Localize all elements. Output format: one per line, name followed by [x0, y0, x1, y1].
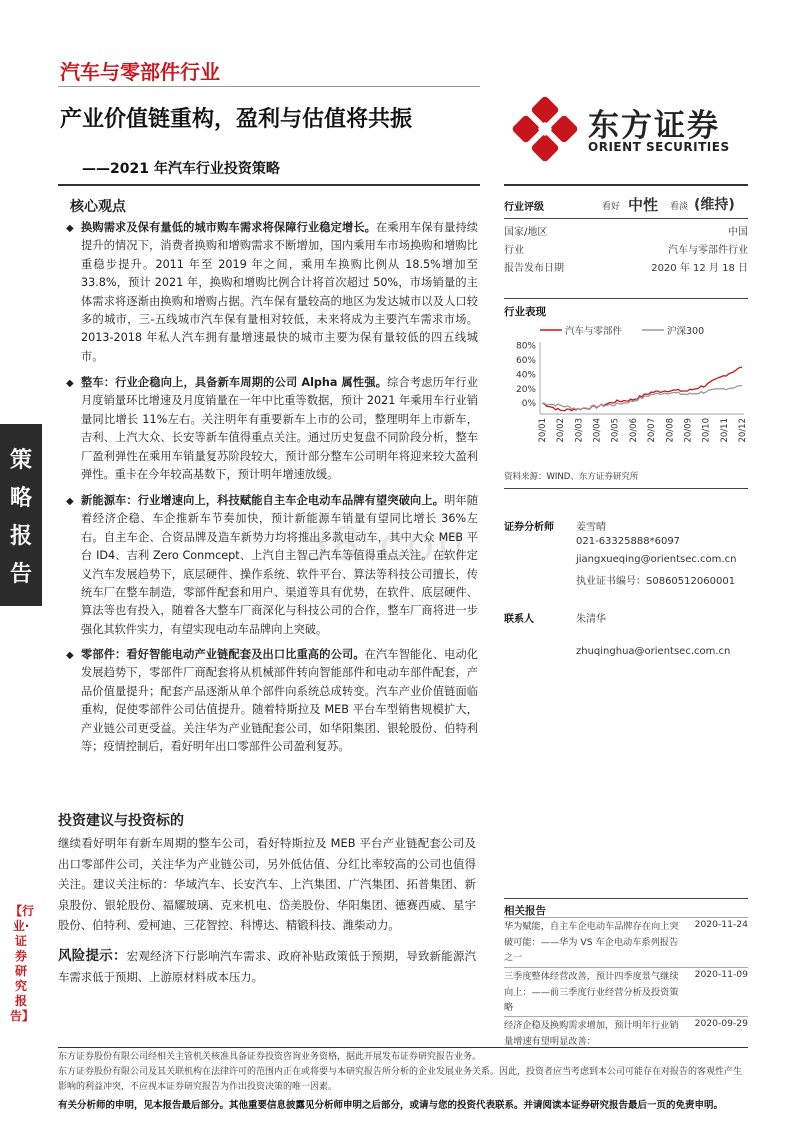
meta-key: 行业 — [504, 245, 524, 256]
meta-value: 中国 — [728, 227, 748, 238]
bullet-lead: 整车：行业企稳向上，具备新车周期的公司 Alpha 属性强。 — [81, 376, 388, 389]
y-tick-label: 60% — [515, 356, 536, 366]
legend-label-industry: 汽车与零部件 — [565, 326, 623, 337]
bullet-lead: 换购需求及保有量低的城市购车需求将保障行业稳定增长。 — [81, 221, 377, 234]
rating-value: 中性 — [628, 196, 659, 214]
contact-role: 联系人 — [504, 614, 534, 625]
related-report-item[interactable]: 华为赋能，自主车企电动车品牌存在向上突破可能：——华为 VS 车企电动车系列报告之一 — [504, 921, 679, 963]
x-tick-label: 20/01 — [538, 418, 548, 443]
meta-key: 国家/地区 — [504, 227, 548, 238]
side-tab-char: 报 — [9, 524, 32, 549]
divider — [504, 488, 748, 489]
footer-line: 东方证券股份有限公司经相关主管机关核准具备证券投资咨询业务资格，据此开展发布证券研究报告业务。 — [58, 1052, 482, 1062]
investment-advice-title: 投资建议与投资标的 — [58, 813, 184, 829]
related-reports-title: 相关报告 — [504, 905, 546, 917]
logo-text-en: ORIENT SECURITIES — [588, 140, 730, 154]
core-bullet — [66, 219, 478, 366]
side-tab-char: 略 — [9, 486, 32, 511]
bullet-body: 在乘用车保有量持续提升的情况下，消费者换购和增购需求不断增加，国内乘用车市场换购和增购比重稳步提升。2011 年至 2019 年之间，乘用车换购比例从 18.5%增加至 33.8%，预计 2021 年，换购和增购比例合计将首次超过 50%，市场销量的主体需求将逐渐由换购和增购占据。汽车保有量较高的地区为发达城市以及人口较多的城市，三-五线城市汽车保有量相对较低，未来将成为主要汽车需求市场。2013-2018 年私人汽车拥有量增速最快的城市主要为保有量较低的四五线城市。 — [81, 221, 478, 363]
y-tick-label: 20% — [515, 384, 536, 395]
svg-text:58.com: 58.co — [300, 520, 437, 570]
analyst-email[interactable]: jiangxueqing@orientsec.com.cn — [576, 554, 737, 565]
header-rule — [58, 86, 480, 87]
rating-hold: (维持) — [694, 197, 735, 213]
side-tab-char: 策 — [9, 448, 32, 473]
side-tab-char: 告 — [9, 562, 32, 587]
risk-warning — [58, 946, 476, 987]
divider — [504, 1016, 748, 1017]
performance-chart — [504, 322, 748, 462]
side-report-type-label: 【行业·证券研究报告】 — [10, 904, 35, 1023]
divider — [504, 898, 748, 899]
x-tick-label: 20/03 — [574, 418, 585, 443]
bullet-body: 在汽车智能化、电动化发展趋势下，零部件厂商配套将从机械部件转向智能部件和电动车部件配套，产品价值量提升；配套产品逐渐从单个部件向系统总成转变。汽车产业价值链面临重构，促使零部件公司估值提升。随着特斯拉及 MEB 平台车型销售规模扩大，产业链公司更受益。关注华为产业链配套公司，如华阳集团、银轮股份、伯特利等；疫情控制后，看好明年出口零部件公司盈利复苏。 — [81, 648, 478, 754]
investment-advice-body: 继续看好明年有新车周期的整车公司，看好特斯拉及 MEB 平台产业链配套公司及出口零部件公司，关注华为产业链公司，另外低估值、分红比率较高的公司也值得关注。建议关注标的：华域汽车、长安汽车、上汽集团、广汽集团、拓普集团、新泉股份、银轮股份、福耀玻璃、克来机电、岱美股份、华阳集团、德赛西威、星宇股份、伯特利、爱柯迪、三花智控、科博达、精锻科技、潍柴动力。 — [58, 836, 476, 932]
report-title: 产业价值链重构，盈利与估值将共振 — [60, 107, 413, 132]
footer-analyst-statement: 有关分析师的申明，见本报告最后部分。其他重要信息披露见分析师申明之后部分，或请与您的投资代表联系。并请阅读本证券研究报告最后一页的免责申明。 — [58, 1100, 724, 1111]
contact-email[interactable]: zhuqinghua@orientsec.com.cn — [576, 646, 731, 657]
rating-bear: 看淡 — [670, 202, 689, 212]
risk-title: 风险提示： — [58, 948, 127, 964]
rating-label: 行业评级 — [504, 202, 544, 213]
y-tick-label: 40% — [515, 370, 536, 381]
industry-rating — [504, 196, 748, 214]
x-tick-label: 20/08 — [665, 418, 676, 443]
x-tick-label: 20/10 — [701, 418, 712, 443]
analyst-name: 姜雪晴 — [576, 522, 606, 533]
divider — [504, 917, 748, 918]
series-line-index — [542, 386, 742, 410]
bullet-icon: ◆ — [66, 223, 74, 234]
bullet-body: 综合考虑历年行业月度销量环比增速及月度销量在一年中比重等数据，预计 2021 年乘用车行业销量同比增长 11%左右。关注明年有重要新车上市的公司，整理明年上市新车，吉利、上汽大众、长安等新车值得重点关注。通过历史复盘不同阶段分析，整车厂盈利弹性在乘用车销量复苏阶段较大，预计部分整车公司明年将迎来较大盈利弹性。重卡在今年较高基数下，预计明年增速放缓。 — [81, 376, 478, 482]
logo-text-cn: 东方证券 — [588, 108, 720, 144]
core-bullet — [66, 646, 478, 756]
meta-value: 2020 年 12 月 18 日 — [651, 263, 748, 274]
divider — [504, 967, 748, 968]
x-tick-label: 20/11 — [719, 418, 730, 443]
related-report-date: 2020-09-29 — [694, 1018, 748, 1029]
x-tick-label: 20/05 — [610, 418, 621, 443]
core-bullet — [66, 492, 478, 639]
bullet-icon: ◆ — [66, 378, 74, 389]
x-tick-label: 20/09 — [683, 418, 694, 443]
title-rule-right — [504, 184, 748, 186]
report-subtitle: ——2021 年汽车行业投资策略 — [82, 161, 280, 177]
y-tick-label: 80% — [515, 341, 536, 352]
related-report-date: 2020-11-24 — [694, 919, 748, 930]
footer-disclaimer — [58, 1050, 748, 1095]
industry-header: 汽车与零部件行业 — [60, 60, 220, 84]
contact-name: 朱清华 — [576, 614, 606, 625]
meta-key: 报告发布日期 — [504, 263, 564, 274]
legend-label-index: 沪深300 — [667, 326, 705, 337]
title-rule — [58, 184, 480, 186]
x-tick-label: 20/02 — [556, 418, 567, 443]
performance-title: 行业表现 — [504, 306, 546, 318]
related-report-item[interactable]: 三季度整体经营改善，预计四季度景气继续向上：——前三季度行业经营分析及投资策略 — [504, 971, 679, 1013]
bullet-icon: ◆ — [66, 496, 74, 507]
analyst-cert: 执业证书编号：S0860512060001 — [576, 576, 736, 587]
bullet-lead: 零部件：看好智能电动产业链配套及出口比重高的公司。 — [81, 648, 365, 661]
y-tick-label: 0% — [521, 399, 536, 410]
footer-line: 东方证券股份有限公司及其关联机构在法律许可的范围内正在或将要与本研究报告所分析的企业发展业务关系。因此，投资者应当考虑到本公司可能存在对报告的客观性产生影响的利益冲突，不应视本证券研究报告为作出投资决策的唯一因素。 — [58, 1067, 743, 1092]
related-report-date: 2020-11-09 — [694, 969, 748, 980]
bullet-body: 明年随着经济企稳、车企推新车节奏加快，预计新能源车销量有望同比增长 36%左右。自主车企、合资品牌及造车新势力均将推出多款电动车，其中大众 MEB 平台 ID4、吉利 Zero Conmcept、上汽自主智己汽车等值得重点关注。在软件定义汽车发展趋势下，底层硬件、操作系统、软件平台、算法等科技公司擅长，传统车厂在整车制造，零部件配套和用户、渠道等具有优势，在软件、底层硬件、算法等也有投入，随着各大整车厂商深化与科技公司的合作，整车厂商将进一步强化其软件实力，有望实现电动车品牌向上突破。 — [81, 494, 478, 636]
x-tick-label: 20/07 — [647, 418, 658, 443]
core-points-title: 核心观点 — [70, 199, 126, 215]
side-tab — [0, 424, 42, 606]
related-report-item[interactable]: 经济企稳及换购需求增加，预计明年行业销量增速有望明显改善： — [504, 1020, 679, 1047]
analyst-role: 证券分析师 — [504, 522, 554, 533]
divider — [504, 218, 748, 219]
logo-mark-icon — [510, 94, 580, 164]
x-tick-label: 20/12 — [738, 418, 748, 443]
x-tick-label: 20/06 — [628, 418, 639, 443]
footer-rule — [58, 1047, 748, 1048]
core-bullet — [66, 374, 478, 484]
rating-bull: 看好 — [602, 202, 621, 212]
risk-body: 宏观经济下行影响汽车需求、政府补贴政策低于预期，导致新能源汽车需求低于预期、上游原材料成本压力。 — [58, 949, 476, 984]
meta-value: 汽车与零部件行业 — [668, 245, 748, 256]
x-tick-label: 20/04 — [592, 418, 603, 443]
analyst-phone: 021-63325888*6097 — [576, 536, 681, 547]
orient-securities-logo — [510, 94, 750, 164]
bullet-lead: 新能源车：行业增速向上，科技赋能自主车企电动车品牌有望突破向上。 — [81, 494, 445, 507]
divider — [504, 298, 748, 299]
bullet-icon: ◆ — [66, 650, 74, 661]
chart-source: 资料来源：WIND、东方证券研究所 — [504, 472, 639, 482]
